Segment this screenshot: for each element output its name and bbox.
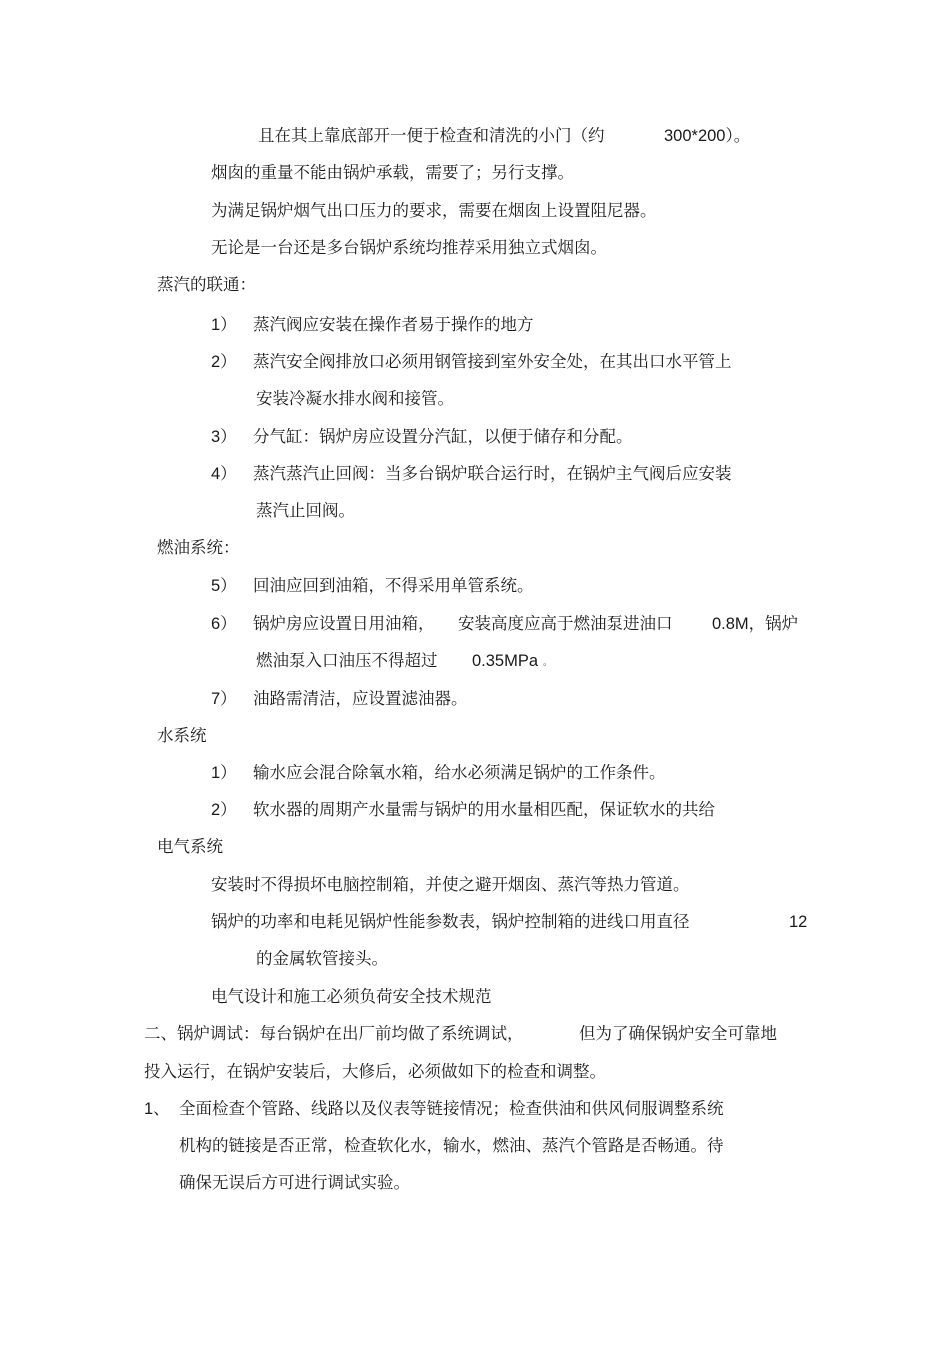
list-number: 3） xyxy=(211,428,237,446)
text-line: 的金属软管接头。 xyxy=(256,949,388,968)
list-item: 输水应会混合除氧水箱，给水必须满足锅炉的工作条件。 xyxy=(253,763,666,782)
list-item: 0.8M，锅炉 xyxy=(712,615,799,633)
list-number: 6） xyxy=(211,615,237,633)
list-item: 软水器的周期产水量需与锅炉的用水量相匹配，保证软水的共给 xyxy=(253,800,715,819)
list-number: 5） xyxy=(211,577,237,595)
text-line: 12 xyxy=(789,913,808,931)
list-item: 蒸汽蒸汽止回阀：当多台锅炉联合运行时，在锅炉主气阀后应安装 xyxy=(253,464,732,483)
list-number: 1、 xyxy=(144,1100,170,1118)
section-heading: 蒸汽的联通： xyxy=(157,275,256,294)
list-number: 2） xyxy=(211,353,237,371)
list-item-continuation: 安装冷凝水排水阀和接管。 xyxy=(256,389,454,408)
list-item-continuation: 机构的链接是否正常，检查软化水，输水，燃油、蒸汽个管路是否畅通。待 xyxy=(179,1136,724,1155)
text-line: 二、锅炉调试：每台锅炉在出厂前均做了系统调试， xyxy=(144,1024,524,1043)
list-item-continuation: 0.35MPa xyxy=(472,652,539,670)
text-line: 电气设计和施工必须负荷安全技术规范 xyxy=(211,987,492,1006)
text-line: 无论是一台还是多台锅炉系统均推荐采用独立式烟囱。 xyxy=(211,238,607,257)
list-item: 锅炉房应设置日用油箱， xyxy=(253,614,435,633)
list-number: 1） xyxy=(211,764,237,782)
text-line: 安装时不得损坏电脑控制箱，并使之避开烟囱、蒸汽等热力管道。 xyxy=(211,875,690,894)
list-item: 全面检查个管路、线路以及仪表等链接情况；检查供油和供风伺服调整系统 xyxy=(179,1099,724,1118)
text-line: 锅炉的功率和电耗见锅炉性能参数表，锅炉控制箱的进线口用直径 xyxy=(211,912,690,931)
list-item: 蒸汽安全阀排放口必须用钢管接到室外安全处，在其出口水平管上 xyxy=(253,352,732,371)
section-heading: 燃油系统： xyxy=(157,538,240,557)
list-item-continuation: 燃油泵入口油压不得超过 xyxy=(256,651,438,670)
list-item-continuation: 确保无误后方可进行调试实验。 xyxy=(179,1173,410,1192)
list-item: 油路需清洁，应设置滤油器。 xyxy=(253,689,468,708)
list-number: 2） xyxy=(211,801,237,819)
list-item: 安装高度应高于燃油泵进油口 xyxy=(458,614,673,633)
section-heading: 电气系统 xyxy=(157,837,223,856)
section-heading: 水系统 xyxy=(157,726,207,745)
text-line: 投入运行，在锅炉安装后，大修后，必须做如下的检查和调整。 xyxy=(144,1062,606,1081)
text-line: 为满足锅炉烟气出口压力的要求，需要在烟囱上设置阻尼器。 xyxy=(211,201,657,220)
text-line: 且在其上靠底部开一便于检查和清洗的小门（约 xyxy=(258,126,605,145)
list-item: 蒸汽阀应安装在操作者易于操作的地方 xyxy=(253,315,534,334)
text-line: 烟囱的重量不能由锅炉承载，需要了；另行支撑。 xyxy=(211,163,574,182)
list-number: 7） xyxy=(211,690,237,708)
list-item-continuation: 。 xyxy=(543,658,553,668)
list-number: 1） xyxy=(211,316,237,334)
text-line: 但为了确保锅炉安全可靠地 xyxy=(579,1024,777,1043)
list-item: 分气缸：锅炉房应设置分汽缸，以便于储存和分配。 xyxy=(253,427,633,446)
list-item-continuation: 蒸汽止回阀。 xyxy=(256,501,355,520)
list-number: 4） xyxy=(211,465,237,483)
text-line: 300*200）。 xyxy=(664,127,751,145)
list-item: 回油应回到油箱，不得采用单管系统。 xyxy=(253,576,534,595)
